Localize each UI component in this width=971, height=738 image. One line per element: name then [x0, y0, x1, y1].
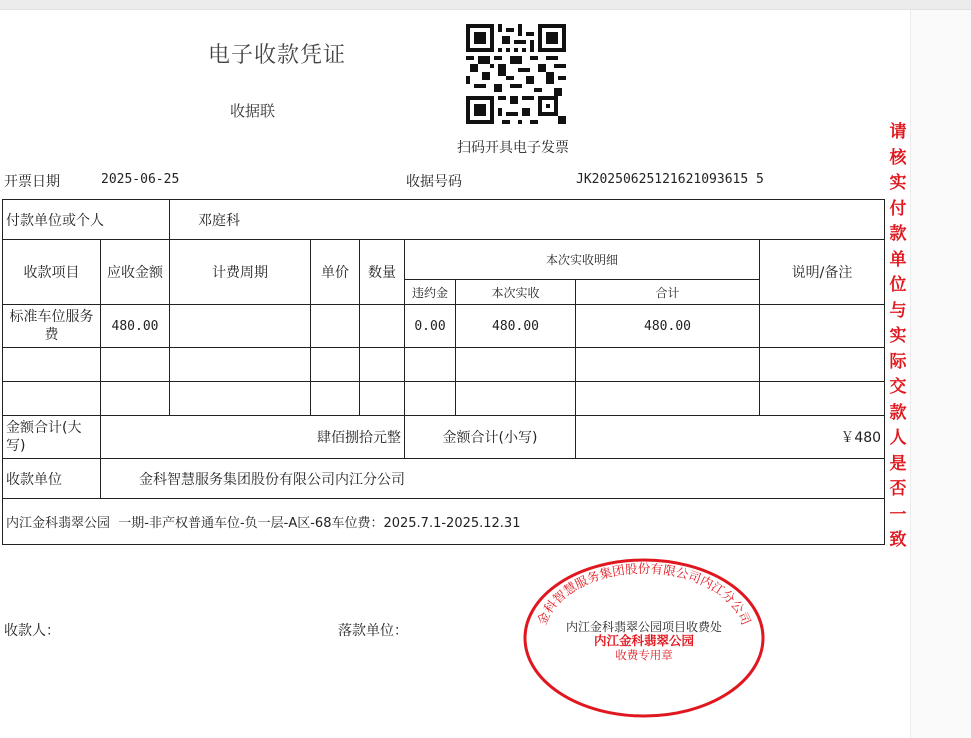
official-stamp: [522, 557, 766, 719]
payer-value: 邓庭科: [170, 200, 885, 240]
receipt-subtitle: 收据联: [230, 102, 276, 120]
cell-item: 标准车位服务费: [3, 305, 101, 348]
header-actual: 本次实收: [456, 280, 576, 305]
svg-text:金科智慧服务集团股份有限公司内江分公司: [534, 561, 754, 627]
fee-description: 内江金科翡翠公园 一期-非产权普通车位-负一层-A区-68车位费：2025.7.1-2025.12.31: [3, 499, 885, 545]
stamp-line3: 收费专用章: [615, 648, 673, 662]
issuer-label: 落款单位：: [338, 623, 408, 639]
header-detail-group: 本次实收明细: [405, 240, 760, 280]
payer-label: 付款单位或个人: [3, 200, 170, 240]
table-row: [3, 382, 885, 416]
receipt-title: 电子收款凭证: [208, 43, 347, 68]
stamp-line2: 内江金科翡翠公园: [593, 633, 695, 648]
cell-receivable: 480.00: [101, 305, 170, 348]
date-value: 2025-06-25: [101, 172, 180, 187]
receipt-table: [2, 199, 885, 545]
cell-period: [170, 348, 311, 382]
total-upper-label: 金额合计(大写): [3, 416, 101, 459]
cell-penalty: [405, 348, 456, 382]
header-penalty: 违约金: [405, 280, 456, 305]
cell-item: [3, 348, 101, 382]
right-gutter: [910, 10, 971, 738]
cell-item: [3, 382, 101, 416]
top-strip: [0, 0, 971, 10]
cell-period: [170, 382, 311, 416]
total-upper-value: 肆佰捌拾元整: [101, 416, 405, 459]
cell-remark: [760, 305, 885, 348]
cell-actual: 480.00: [456, 305, 576, 348]
cell-unit-price: [311, 382, 360, 416]
header-remark: 说明/备注: [760, 240, 885, 305]
cell-penalty: [405, 382, 456, 416]
cell-receivable: [101, 348, 170, 382]
header-item: 收款项目: [3, 240, 101, 305]
cell-actual: [456, 382, 576, 416]
header-period: 计费周期: [170, 240, 311, 305]
cell-period: [170, 305, 311, 348]
cell-quantity: [360, 305, 405, 348]
header-subtotal: 合计: [576, 280, 760, 305]
receipt-no-value: JK20250625121621093615 5: [576, 172, 764, 187]
cell-subtotal: [576, 348, 760, 382]
cell-receivable: [101, 382, 170, 416]
header-quantity: 数量: [360, 240, 405, 305]
cell-subtotal: 480.00: [576, 305, 760, 348]
collector-label: 收款人：: [4, 623, 60, 639]
table-row: [3, 305, 885, 348]
table-row: [3, 348, 885, 382]
payee-value: 金科智慧服务集团股份有限公司内江分公司: [101, 459, 885, 499]
date-label: 开票日期: [4, 174, 60, 190]
stamp-arc-text: 金科智慧服务集团股份有限公司内江分公司: [534, 561, 754, 628]
header-unit-price: 单价: [311, 240, 360, 305]
cell-actual: [456, 348, 576, 382]
cell-penalty: 0.00: [405, 305, 456, 348]
cell-quantity: [360, 382, 405, 416]
receipt-no-label: 收据号码: [406, 174, 462, 190]
cell-remark: [760, 348, 885, 382]
header-receivable: 应收金额: [101, 240, 170, 305]
cell-quantity: [360, 348, 405, 382]
payee-label: 收款单位: [3, 459, 101, 499]
verification-side-note: 请核实付款单位与实际交款人是否一致: [889, 122, 907, 550]
cell-unit-price: [311, 348, 360, 382]
cell-unit-price: [311, 305, 360, 348]
stamp-line1: 内江金科翡翠公园项目收费处: [565, 620, 723, 634]
total-lower-value: ￥480: [576, 416, 885, 459]
qr-caption: 扫码开具电子发票: [457, 140, 569, 156]
qr-code-icon[interactable]: [466, 24, 566, 124]
total-lower-label: 金额合计(小写): [405, 416, 576, 459]
cell-remark: [760, 382, 885, 416]
cell-subtotal: [576, 382, 760, 416]
